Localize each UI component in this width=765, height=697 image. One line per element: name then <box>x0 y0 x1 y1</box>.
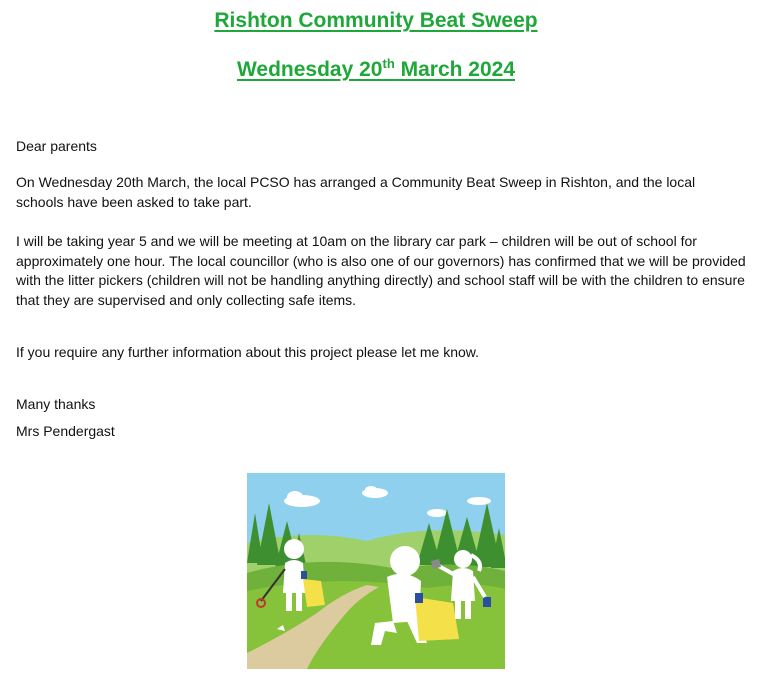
litter-picking-illustration <box>247 473 505 669</box>
paragraph-details: I will be taking year 5 and we will be meeting at 10am on the library car park – children will be out of school for approximately one hour. The local councillor (who is also one of our governors) has confirmed that we will be provided with the litter pickers (children will not be handling anything directly) and school staff will be with the children to ensure that they are supervised and only collecting safe items. <box>16 233 746 308</box>
signature: Mrs Pendergast <box>16 423 115 439</box>
date-month-year: March 2024 <box>394 58 516 81</box>
letter-date <box>0 56 752 82</box>
date-ordinal-suffix: th <box>382 56 395 71</box>
date-weekday-day: Wednesday 20 <box>236 58 383 81</box>
closing: Many thanks <box>16 396 96 412</box>
paragraph-contact: If you require any further information about this project please let me know. <box>16 344 480 360</box>
paragraph-announcement: On Wednesday 20th March, the local PCSO has arranged a Community Beat Sweep in Rishton, and the local schools have been asked to take part. <box>16 174 696 210</box>
letter-title: Rishton Community Beat Sweep <box>214 9 538 32</box>
greeting: Dear parents <box>16 138 97 154</box>
